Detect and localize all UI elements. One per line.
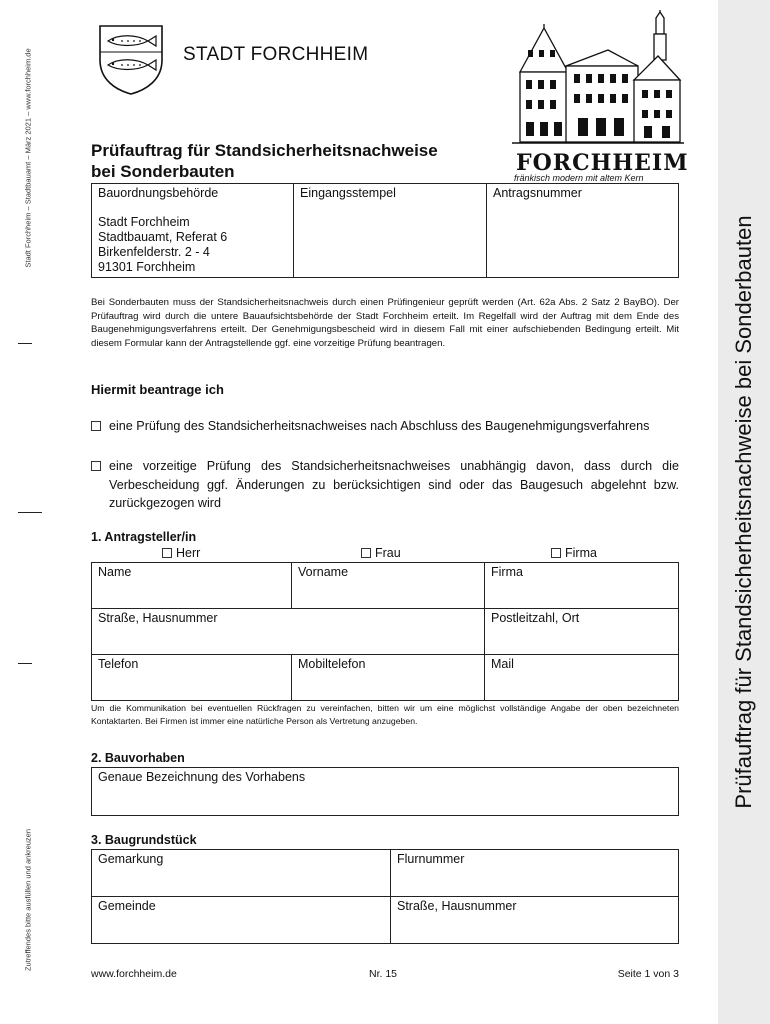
checkbox[interactable] <box>551 548 561 558</box>
postcode-city-field[interactable] <box>485 609 679 655</box>
checkbox[interactable] <box>162 548 172 558</box>
field-label: Flurnummer <box>397 852 465 866</box>
mobile-field[interactable] <box>292 655 485 701</box>
document-title-line1: Prüfauftrag für Standsicherheitsnachweise <box>91 141 438 160</box>
applicant-table <box>91 562 679 701</box>
field-label: Telefon <box>98 657 139 671</box>
field-label: Straße, Hausnummer <box>397 899 517 913</box>
salutation-frau[interactable] <box>361 546 401 560</box>
stamp-header: Eingangsstempel <box>300 186 396 200</box>
project-table <box>91 767 679 816</box>
application-number-header: Antragsnummer <box>493 186 582 200</box>
salutation-label: Firma <box>565 546 597 560</box>
field-label: Gemeinde <box>98 899 156 913</box>
document-title <box>91 140 438 182</box>
authority-cell <box>92 184 294 278</box>
city-name: STADT FORCHHEIM <box>183 44 369 65</box>
city-crest-icon <box>96 22 166 96</box>
name-field[interactable] <box>92 563 292 609</box>
address-line: Stadtbauamt, Referat 6 <box>98 230 228 244</box>
salutation-label: Herr <box>176 546 201 560</box>
district-field[interactable] <box>92 850 391 897</box>
footer-page-number: Seite 1 von 3 <box>617 968 679 980</box>
mail-field[interactable] <box>485 655 679 701</box>
plot-table <box>91 849 679 944</box>
checkbox[interactable] <box>91 421 101 431</box>
checkbox[interactable] <box>361 548 371 558</box>
application-number-cell[interactable] <box>487 184 679 278</box>
field-label: Genaue Bezeichnung des Vorhabens <box>98 770 306 784</box>
checkbox[interactable] <box>91 461 101 471</box>
salutation-firma[interactable] <box>551 546 597 560</box>
footer-form-number: Nr. 15 <box>369 968 398 980</box>
address-line: Stadt Forchheim <box>98 215 190 229</box>
field-label: Vorname <box>298 565 349 579</box>
parcel-number-field[interactable] <box>391 850 679 897</box>
municipality-field[interactable] <box>92 897 391 944</box>
option-label: eine vorzeitige Prüfung des Standsicherheitsnachweises unabhängig davon, dass durch die Verbescheidung ggf. Änderungen zu berücksichtigen sind oder das Baugesuch abgelehnt bzw. zurückgezogen wird <box>109 459 679 510</box>
first-name-field[interactable] <box>292 563 485 609</box>
section-heading-applicant: 1. Antragsteller/in <box>91 530 197 544</box>
section-heading-plot: 3. Baugrundstück <box>91 833 197 847</box>
town-tagline: fränkisch modern mit altem Kern <box>514 173 644 183</box>
salutation-herr[interactable] <box>162 546 200 560</box>
punch-mark <box>18 512 42 513</box>
company-field[interactable] <box>485 563 679 609</box>
margin-note-top: Stadt Forchheim – Stadtbauamt – März 2021 – www.forchheim.de <box>23 48 33 268</box>
option-after-approval[interactable] <box>91 417 679 436</box>
town-skyline-icon <box>508 10 686 150</box>
address-line: Birkenfelderstr. 2 - 4 <box>98 245 210 259</box>
contact-note: Um die Kommunikation bei eventuellen Rückfragen zu vereinfachen, bitten wir um eine möglichst vollständige Angabe der oben bezeichneten Kontaktarten. Bei Firmen ist immer eine natürliche Person als Vertretung anzugeben. <box>91 703 679 726</box>
intro-paragraph: Bei Sonderbauten muss der Standsicherheitsnachweis durch einen Prüfingenieur geprüft werden (Art. 62a Abs. 2 Satz 2 BayBO). Der Prüfauftrag wird durch die untere Bauaufsichtsbehörde der Stadt Forchheim erteilt. Im Regelfall wird der Auftrag mit dem Ende des Baugenehmigungsverfahrens erteilt. Der Genehmigungsbescheid wird in diesem Fall mit einer aufschiebenden Bedingung erteilt. Mit diesem Formular kann der Antragstellende ggf. eine vorzeitige Prüfung beantragen. <box>91 297 679 349</box>
authority-header: Bauordnungsbehörde <box>98 186 219 200</box>
town-logo <box>508 10 689 183</box>
plot-street-field[interactable] <box>391 897 679 944</box>
phone-field[interactable] <box>92 655 292 701</box>
town-brand: FORCHHEIM <box>516 150 689 176</box>
street-field[interactable] <box>92 609 485 655</box>
field-label: Firma <box>491 565 523 579</box>
authority-table <box>91 183 679 278</box>
salutation-label: Frau <box>375 546 401 560</box>
field-label: Postleitzahl, Ort <box>491 611 580 625</box>
field-label: Name <box>98 565 132 579</box>
option-label: eine Prüfung des Standsicherheitsnachweises nach Abschluss des Baugenehmigungsverfahrens <box>109 419 650 433</box>
option-early-review[interactable] <box>91 457 679 513</box>
footer-website: www.forchheim.de <box>91 968 177 980</box>
address-line: 91301 Forchheim <box>98 260 196 274</box>
margin-note-bottom: Zutreffendes bitte ausfüllen und ankreuzen <box>23 828 33 972</box>
field-label: Mail <box>491 657 514 671</box>
fold-mark <box>18 663 32 664</box>
section-heading-project: 2. Bauvorhaben <box>91 751 185 765</box>
sidebar-title: Prüfauftrag für Standsicherheitsnachweise bei Sonderbauten <box>731 215 756 809</box>
stamp-cell[interactable] <box>294 184 487 278</box>
field-label: Straße, Hausnummer <box>98 611 218 625</box>
document-title-line2: bei Sonderbauten <box>91 162 235 181</box>
field-label: Mobiltelefon <box>298 657 366 671</box>
request-heading: Hiermit beantrage ich <box>91 382 224 397</box>
field-label: Gemarkung <box>98 852 164 866</box>
project-description-field[interactable] <box>92 768 679 816</box>
fold-mark <box>18 343 32 344</box>
